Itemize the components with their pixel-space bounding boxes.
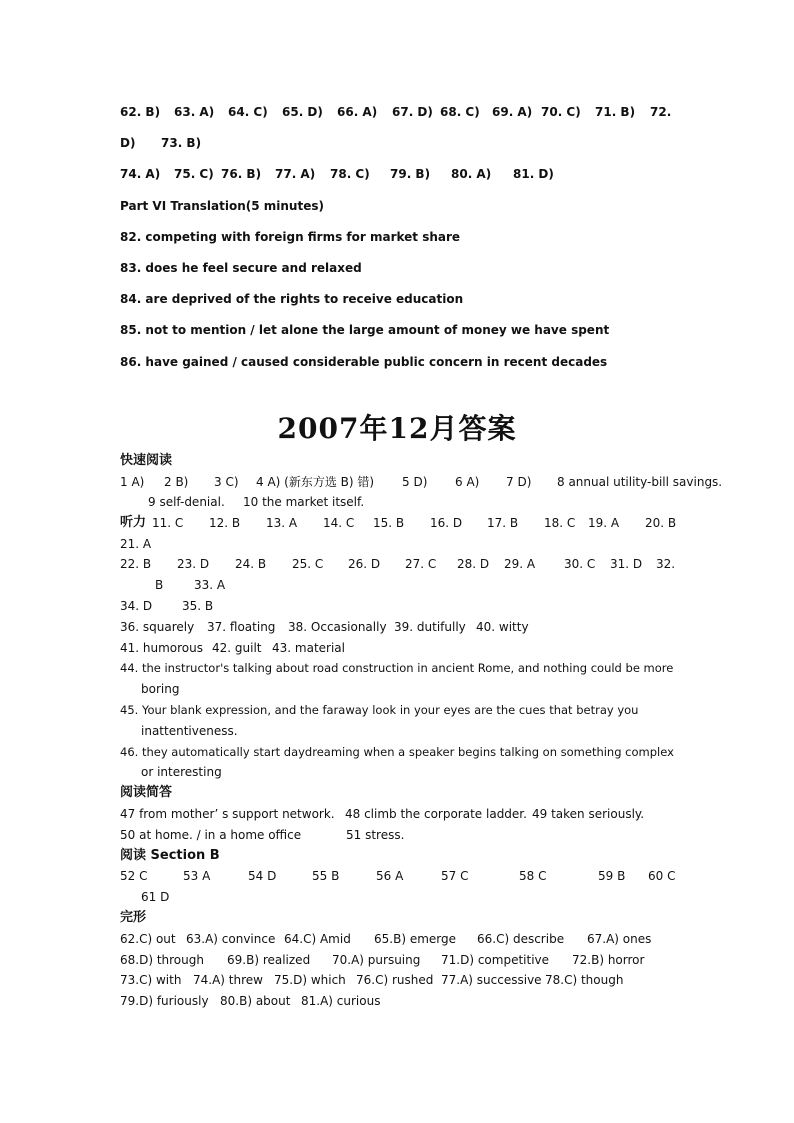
translation-84: 84. are deprived of the rights to receive education bbox=[120, 292, 464, 306]
fast-reading-answer: 7 D) bbox=[506, 475, 532, 489]
cloze-answer: 65.B) emerge bbox=[374, 932, 456, 946]
section-label-fast-reading: 快速阅读 bbox=[120, 453, 173, 468]
section-label-cloze: 完形 bbox=[120, 910, 147, 925]
listening-answer: 12. B bbox=[209, 516, 241, 530]
cloze-answer: 67.A) ones bbox=[587, 932, 652, 946]
listening-answer: 21. A bbox=[120, 537, 152, 551]
cloze-answer: 72.B) horror bbox=[572, 953, 645, 967]
short-answer: 47 from mother’ s support network. bbox=[120, 807, 335, 821]
answer-67: 67. D) bbox=[392, 105, 433, 119]
listening-answer: 29. A bbox=[504, 557, 536, 571]
cloze-answer: 75.D) which bbox=[274, 973, 346, 987]
page-title: 2007年12月答案 bbox=[277, 412, 517, 445]
fast-reading-answer: 4 A) (新东方选 B) 错) bbox=[256, 475, 375, 489]
answer-72: 72. bbox=[650, 105, 672, 119]
translation-82: 82. competing with foreign firms for market share bbox=[120, 230, 461, 244]
cloze-answer: 64.C) Amid bbox=[284, 932, 351, 946]
listening-answer: 30. C bbox=[564, 557, 596, 571]
short-answer: 51 stress. bbox=[346, 828, 405, 842]
fast-reading-answer: 10 the market itself. bbox=[243, 495, 365, 509]
answer-64: 64. C) bbox=[228, 105, 268, 119]
answer-74: 74. A) bbox=[120, 167, 161, 181]
reading-b-answer: 58 C bbox=[519, 869, 547, 883]
listening-answer: 42. guilt bbox=[212, 641, 262, 655]
answer-65: 65. D) bbox=[282, 105, 323, 119]
answer-71: 71. B) bbox=[595, 105, 636, 119]
listening-answer: 43. material bbox=[272, 641, 345, 655]
fast-reading-answer: 9 self-denial. bbox=[148, 495, 225, 509]
listening-answer: 40. witty bbox=[476, 620, 529, 634]
cloze-answer: 74.A) threw bbox=[193, 973, 263, 987]
fast-reading-answer: 1 A) bbox=[120, 475, 145, 489]
listening-answer: 35. B bbox=[182, 599, 214, 613]
listening-answer: 11. C bbox=[152, 516, 184, 530]
listening-answer-46-cont: or interesting bbox=[141, 765, 222, 779]
cloze-answer: 77.A) successive bbox=[441, 973, 542, 987]
listening-answer: 14. C bbox=[323, 516, 355, 530]
answer-63: 63. A) bbox=[174, 105, 215, 119]
cloze-answer: 69.B) realized bbox=[227, 953, 311, 967]
translation-83: 83. does he feel secure and relaxed bbox=[120, 261, 362, 275]
reading-b-answer: 55 B bbox=[312, 869, 340, 883]
short-answer: 49 taken seriously. bbox=[532, 807, 645, 821]
listening-answer: 24. B bbox=[235, 557, 267, 571]
reading-b-answer: 52 C bbox=[120, 869, 148, 883]
cloze-answer: 71.D) competitive bbox=[441, 953, 550, 967]
listening-answer: 26. D bbox=[348, 557, 381, 571]
listening-answer-45: 45. Your blank expression, and the faraway look in your eyes are the cues that betray you bbox=[120, 703, 639, 717]
cloze-answer: 81.A) curious bbox=[301, 994, 381, 1008]
cloze-answer: 62.C) out bbox=[120, 932, 176, 946]
listening-answer: 36. squarely bbox=[120, 620, 195, 634]
reading-b-answer: 61 D bbox=[141, 890, 170, 904]
listening-answer-44-cont: boring bbox=[141, 682, 180, 696]
section-label-listening: 听力 bbox=[120, 515, 147, 530]
fast-reading-answer: 8 annual utility-bill savings. bbox=[557, 475, 723, 489]
listening-answer: 33. A bbox=[194, 578, 226, 592]
cloze-answer: 76.C) rushed bbox=[356, 973, 434, 987]
fast-reading-answer: 2 B) bbox=[164, 475, 189, 489]
listening-answer-44: 44. the instructor's talking about road construction in ancient Rome, and nothing could be more bbox=[120, 661, 674, 675]
listening-answer: 19. A bbox=[588, 516, 620, 530]
listening-answer: 18. C bbox=[544, 516, 576, 530]
short-answer: 48 climb the corporate ladder. bbox=[345, 807, 527, 821]
listening-answer: B bbox=[155, 578, 164, 592]
short-answer: 50 at home. / in a home office bbox=[120, 828, 302, 842]
answer-77: 77. A) bbox=[275, 167, 316, 181]
answer-62: 62. B) bbox=[120, 105, 161, 119]
answer-79: 79. B) bbox=[390, 167, 431, 181]
cloze-answer: 73.C) with bbox=[120, 973, 182, 987]
listening-answer: 17. B bbox=[487, 516, 519, 530]
listening-answer: 38. Occasionally bbox=[288, 620, 387, 634]
fast-reading-answer: 3 C) bbox=[214, 475, 239, 489]
answer-68: 68. C) bbox=[440, 105, 480, 119]
listening-answer: 22. B bbox=[120, 557, 152, 571]
answer-75: 75. C) bbox=[174, 167, 214, 181]
reading-b-answer: 59 B bbox=[598, 869, 626, 883]
answer-81: 81. D) bbox=[513, 167, 554, 181]
listening-answer-45-cont: inattentiveness. bbox=[141, 724, 238, 738]
answer-73: 73. B) bbox=[161, 136, 202, 150]
listening-answer: 15. B bbox=[373, 516, 405, 530]
listening-answer: 37. floating bbox=[207, 620, 276, 634]
fast-reading-answer: 5 D) bbox=[402, 475, 428, 489]
cloze-answer: 80.B) about bbox=[220, 994, 291, 1008]
answer-70: 70. C) bbox=[541, 105, 581, 119]
answer-80: 80. A) bbox=[451, 167, 492, 181]
reading-b-answer: 56 A bbox=[376, 869, 404, 883]
listening-answer: 41. humorous bbox=[120, 641, 204, 655]
listening-answer: 16. D bbox=[430, 516, 463, 530]
answer-69: 69. A) bbox=[492, 105, 533, 119]
listening-answer: 27. C bbox=[405, 557, 437, 571]
cloze-answer: 68.D) through bbox=[120, 953, 204, 967]
listening-answer: 20. B bbox=[645, 516, 677, 530]
listening-answer-46: 46. they automatically start daydreaming when a speaker begins talking on something complex bbox=[120, 745, 674, 759]
listening-answer: 31. D bbox=[610, 557, 643, 571]
answer-66: 66. A) bbox=[337, 105, 378, 119]
fast-reading-answer: 6 A) bbox=[455, 475, 480, 489]
cloze-answer: 66.C) describe bbox=[477, 932, 565, 946]
reading-b-answer: 54 D bbox=[248, 869, 277, 883]
listening-answer: 28. D bbox=[457, 557, 490, 571]
listening-answer: 32. bbox=[656, 557, 676, 571]
reading-b-answer: 53 A bbox=[183, 869, 211, 883]
section-label-short-answer: 阅读简答 bbox=[120, 785, 173, 800]
answer-72-cont: D) bbox=[120, 136, 136, 150]
listening-answer: 39. dutifully bbox=[394, 620, 466, 634]
reading-b-answer: 60 C bbox=[648, 869, 676, 883]
translation-85: 85. not to mention / let alone the large amount of money we have spent bbox=[120, 323, 610, 337]
cloze-answer: 63.A) convince bbox=[186, 932, 276, 946]
listening-answer: 23. D bbox=[177, 557, 210, 571]
answer-78: 78. C) bbox=[330, 167, 370, 181]
listening-answer: 13. A bbox=[266, 516, 298, 530]
cloze-answer: 79.D) furiously bbox=[120, 994, 209, 1008]
reading-b-answer: 57 C bbox=[441, 869, 469, 883]
listening-answer: 25. C bbox=[292, 557, 324, 571]
translation-86: 86. have gained / caused considerable public concern in recent decades bbox=[120, 355, 608, 369]
listening-answer: 34. D bbox=[120, 599, 153, 613]
section-label-reading-b: 阅读 Section B bbox=[120, 848, 220, 863]
translation-header: Part VI Translation(5 minutes) bbox=[120, 199, 324, 213]
cloze-answer: 78.C) though bbox=[545, 973, 624, 987]
cloze-answer: 70.A) pursuing bbox=[332, 953, 421, 967]
answer-76: 76. B) bbox=[221, 167, 262, 181]
